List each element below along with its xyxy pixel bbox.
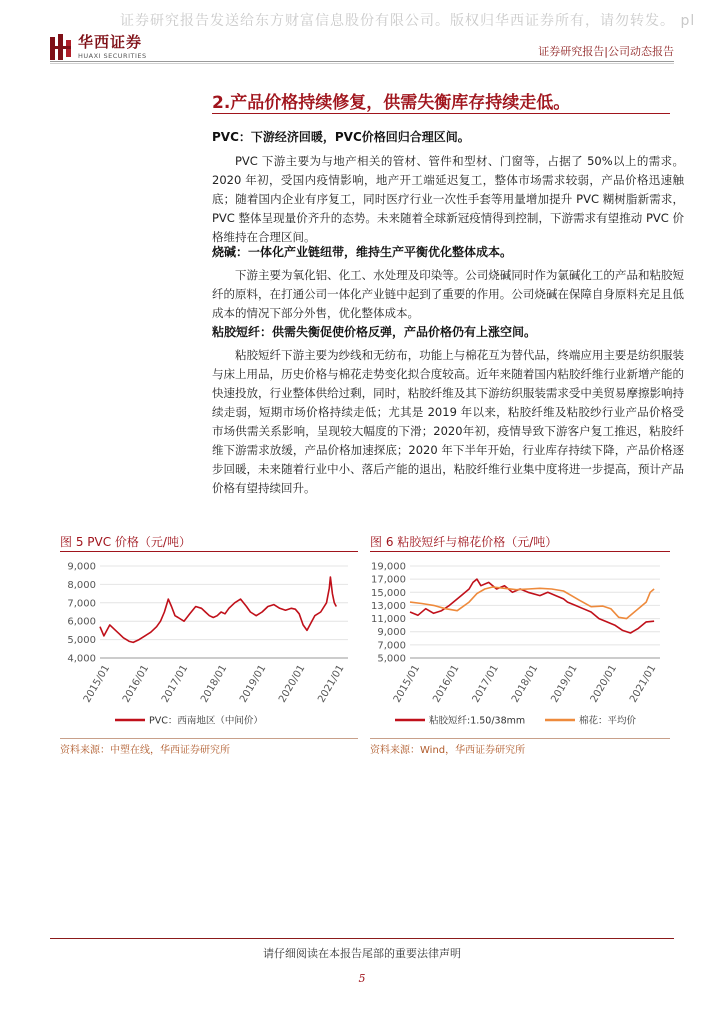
viscose-cotton-price-chart [370, 556, 670, 736]
huaxi-logo-icon [50, 34, 72, 60]
fiber-chart-x-tick-label: 2021/01 [628, 663, 659, 705]
pvc-chart-x-tick-label: 2019/01 [238, 663, 269, 705]
fiber-chart-x-tick-label: 2016/01 [431, 663, 462, 705]
fiber-chart-x-tick-label: 2018/01 [509, 663, 541, 705]
pvc-chart-x-tick-label: 2017/01 [159, 663, 191, 705]
pvc-chart-x-tick-label: 2020/01 [277, 663, 308, 705]
pvc-chart-y-tick-label: 6,000 [67, 616, 96, 628]
section-title: 2.产品价格持续修复，供需失衡库存持续走低。 [212, 93, 571, 113]
fiber-chart-x-tick-label: 2015/01 [391, 663, 423, 705]
footer-divider [50, 938, 674, 939]
fiber-chart-x-tick-label: 2017/01 [470, 663, 501, 705]
figure-5-title-rule [60, 551, 358, 552]
company-logo [50, 34, 147, 60]
figure-6-title-rule [370, 551, 670, 552]
pvc-chart-y-tick-label: 9,000 [67, 561, 96, 573]
pvc-chart-x-tick-label: 2021/01 [316, 663, 347, 705]
pvc-chart-x-tick-label: 2015/01 [81, 663, 113, 705]
figure-5-source: 资料来源：中塑在线，华西证券研究所 [60, 745, 230, 756]
subheading-viscose: 粘胶短纤：供需失衡促使价格反弹，产品价格仍有上涨空间。 [212, 325, 537, 339]
pvc-chart-x-tick-label: 2018/01 [199, 663, 230, 705]
figure-6-source-rule [370, 738, 670, 739]
report-type-label: 证券研究报告|公司动态报告 [538, 45, 674, 58]
subheading-caustic-soda: 烧碱：一体化产业链纽带，维持生产平衡优化整体成本。 [212, 245, 513, 259]
fiber-chart-y-tick-label: 7,000 [377, 640, 406, 652]
pvc-chart-y-tick-label: 7,000 [67, 598, 96, 610]
footer-disclaimer: 请仔细阅读在本报告尾部的重要法律声明 [263, 947, 461, 960]
fiber-chart-x-tick-label: 2020/01 [588, 663, 619, 705]
fiber-chart-y-tick-label: 15,000 [371, 587, 406, 599]
fiber-chart-legend-label-0: 粘胶短纤:1.50/38mm [429, 715, 526, 727]
pvc-chart-y-tick-label: 4,000 [67, 653, 96, 665]
fiber-chart-y-tick-label: 9,000 [377, 627, 406, 639]
paragraph-caustic-soda: 下游主要为氧化铝、化工、水处理及印染等。公司烧碱同时作为氯碱化工的产品和粘胶短纤的原料，在打通公司一体化产业链中起到了重要的作用。公司烧碱在保障自身原料充足且低成本的情况下部分外售，优化整体成本。 [212, 268, 684, 320]
figure-6-title: 图 6 粘胶短纤与棉花价格（元/吨） [370, 535, 558, 549]
header-divider [50, 61, 674, 62]
pvc-chart-y-tick-label: 8,000 [67, 579, 96, 591]
fiber-chart-series-line-0 [410, 579, 654, 633]
paragraph-viscose: 粘胶短纤下游主要为纱线和无纺布，功能上与棉花互为替代品，终端应用主要是纺织服装与床上用品，历史价格与棉花走势变化拟合度较高。近年来随着国内粘胶纤维行业新增产能的快速投放，行业整体供给过剩，同时，粘胶纤维及其下游纺织服装需求受中美贸易摩擦影响持续走弱，短期市场价格持续走低；尤其是 2019 年以来，粘胶纤维及粘胶纱行业产品价格受市场供需关系影响，呈现较大幅度的下滑；2020年初，疫情导致下游客户复工推迟，粘胶纤维下游需求放缓，产品价格加速探底；2020 年下半年开始，行业库存持续下降，产品价格逐步回暖，未来随着行业中小、落后产能的退出，粘胶纤维行业集中度将进一步提高，预计产品价格有望持续回升。 [212, 348, 684, 495]
pvc-chart-x-tick-label: 2016/01 [120, 663, 152, 705]
pvc-chart-series-line-0 [100, 577, 336, 642]
section-title-underline [212, 113, 670, 114]
figure-5-source-rule [60, 738, 358, 739]
fiber-chart-x-tick-label: 2019/01 [549, 663, 580, 705]
fiber-chart-y-tick-label: 5,000 [377, 653, 406, 665]
subheading-pvc: PVC：下游经济回暖，PVC价格回归合理区间。 [212, 130, 470, 144]
logo-name-cn: 华西证券 [78, 32, 143, 51]
fiber-chart-y-tick-label: 13,000 [371, 600, 406, 612]
logo-name-en: HUAXI SECURITIES [78, 51, 147, 60]
pvc-price-chart [60, 556, 358, 736]
fiber-chart-y-tick-label: 19,000 [371, 561, 406, 573]
fiber-chart-y-tick-label: 11,000 [371, 614, 406, 626]
watermark-text: 证券研究报告发送给东方财富信息股份有限公司。版权归华西证券所有，请勿转发。 pl [120, 13, 696, 29]
pvc-chart-y-tick-label: 5,000 [67, 635, 96, 647]
header-divider-secondary [50, 63, 674, 64]
paragraph-pvc: PVC 下游主要为与地产相关的管材、管件和型材、门窗等，占据了 50%以上的需求。2020 年初，受国内疫情影响，地产开工端延迟复工，整体市场需求较弱，产品价格迅速触底；随着国内企业有序复工，同时医疗行业一次性手套等用量增加提升 PVC 糊树脂新需求，PVC 整体呈现量价齐升的态势。未来随着全球新冠疫情得到控制，下游需求有望推动 PVC 价格维持在合理区间。 [212, 154, 684, 244]
figure-5-title: 图 5 PVC 价格（元/吨） [60, 535, 191, 549]
fiber-chart-series-line-1 [410, 587, 654, 619]
page-number: 5 [358, 972, 366, 985]
fiber-chart-y-tick-label: 17,000 [371, 574, 406, 586]
pvc-chart-legend-label-0: PVC：西南地区（中间价） [149, 715, 263, 727]
figure-6-source: 资料来源：Wind，华西证券研究所 [370, 745, 526, 756]
fiber-chart-legend-label-1: 棉花：平均价 [579, 715, 637, 727]
